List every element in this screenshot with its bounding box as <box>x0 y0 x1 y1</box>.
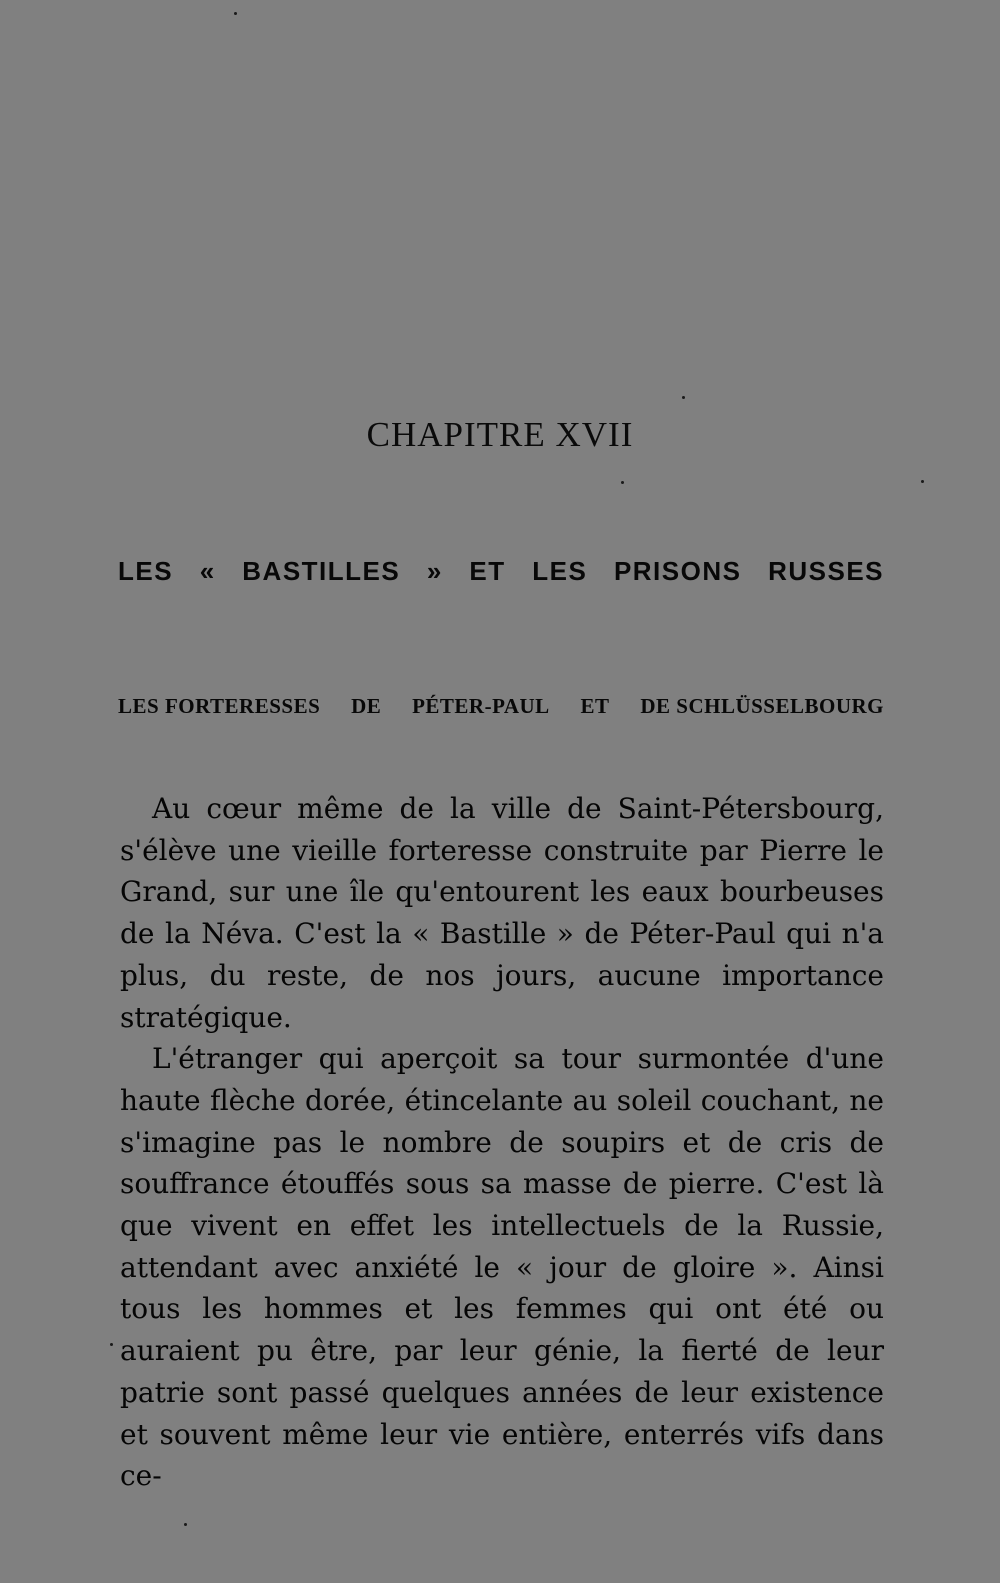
subtitle-word: DE <box>351 694 382 718</box>
print-speck <box>621 481 624 484</box>
section-title-word: RUSSES <box>768 556 884 586</box>
section-title-word: LES <box>118 556 174 586</box>
print-speck <box>234 12 237 15</box>
section-title-word: LES <box>532 556 588 586</box>
chapter-title: CHAPITRE XVII <box>366 415 634 454</box>
body-text <box>120 788 884 1497</box>
paragraph: Au cœur même de la ville de Saint-Pétersbourg, s'élève une vieille forteresse construite par Pierre le Grand, sur une île qu'entourent les eaux bourbeuses de la Néva. C'est la « Bastille » de Péter-Paul qui n'a plus, du reste, de nos jours, aucune importance stratégique. <box>120 792 884 1034</box>
print-speck <box>110 1343 113 1346</box>
section-title <box>118 556 884 587</box>
print-speck <box>921 480 924 483</box>
section-title-word: « <box>199 556 216 586</box>
section-title-word: BASTILLES <box>242 556 401 586</box>
print-speck <box>184 1523 187 1526</box>
subtitle-word: PÉTER-PAUL <box>412 694 550 718</box>
section-subtitle <box>118 694 884 719</box>
subtitle-word: DE SCHLÜSSELBOURG <box>640 694 884 718</box>
section-title-word: ET <box>469 556 506 586</box>
paragraph: L'étranger qui aperçoit sa tour surmontée d'une haute flèche dorée, étincelante au soleil couchant, ne s'imagine pas le nombre de soupirs et de cris de souffrance étouffés sous sa masse de pierre. C'est là que vivent en effet les intellectuels de la Russie, attendant avec anxiété le « jour de gloire ». Ainsi tous les hommes et les femmes qui ont été ou auraient pu être, par leur génie, la fierté de leur patrie sont passé quelques années de leur existence et souvent même leur vie entière, enterrés vifs dans ce- <box>120 1042 884 1493</box>
section-title-word: PRISONS <box>613 556 742 586</box>
subtitle-word: ET <box>580 694 610 718</box>
section-title-word: » <box>426 556 443 586</box>
print-speck <box>682 396 685 399</box>
subtitle-word: LES FORTERESSES <box>118 694 321 718</box>
